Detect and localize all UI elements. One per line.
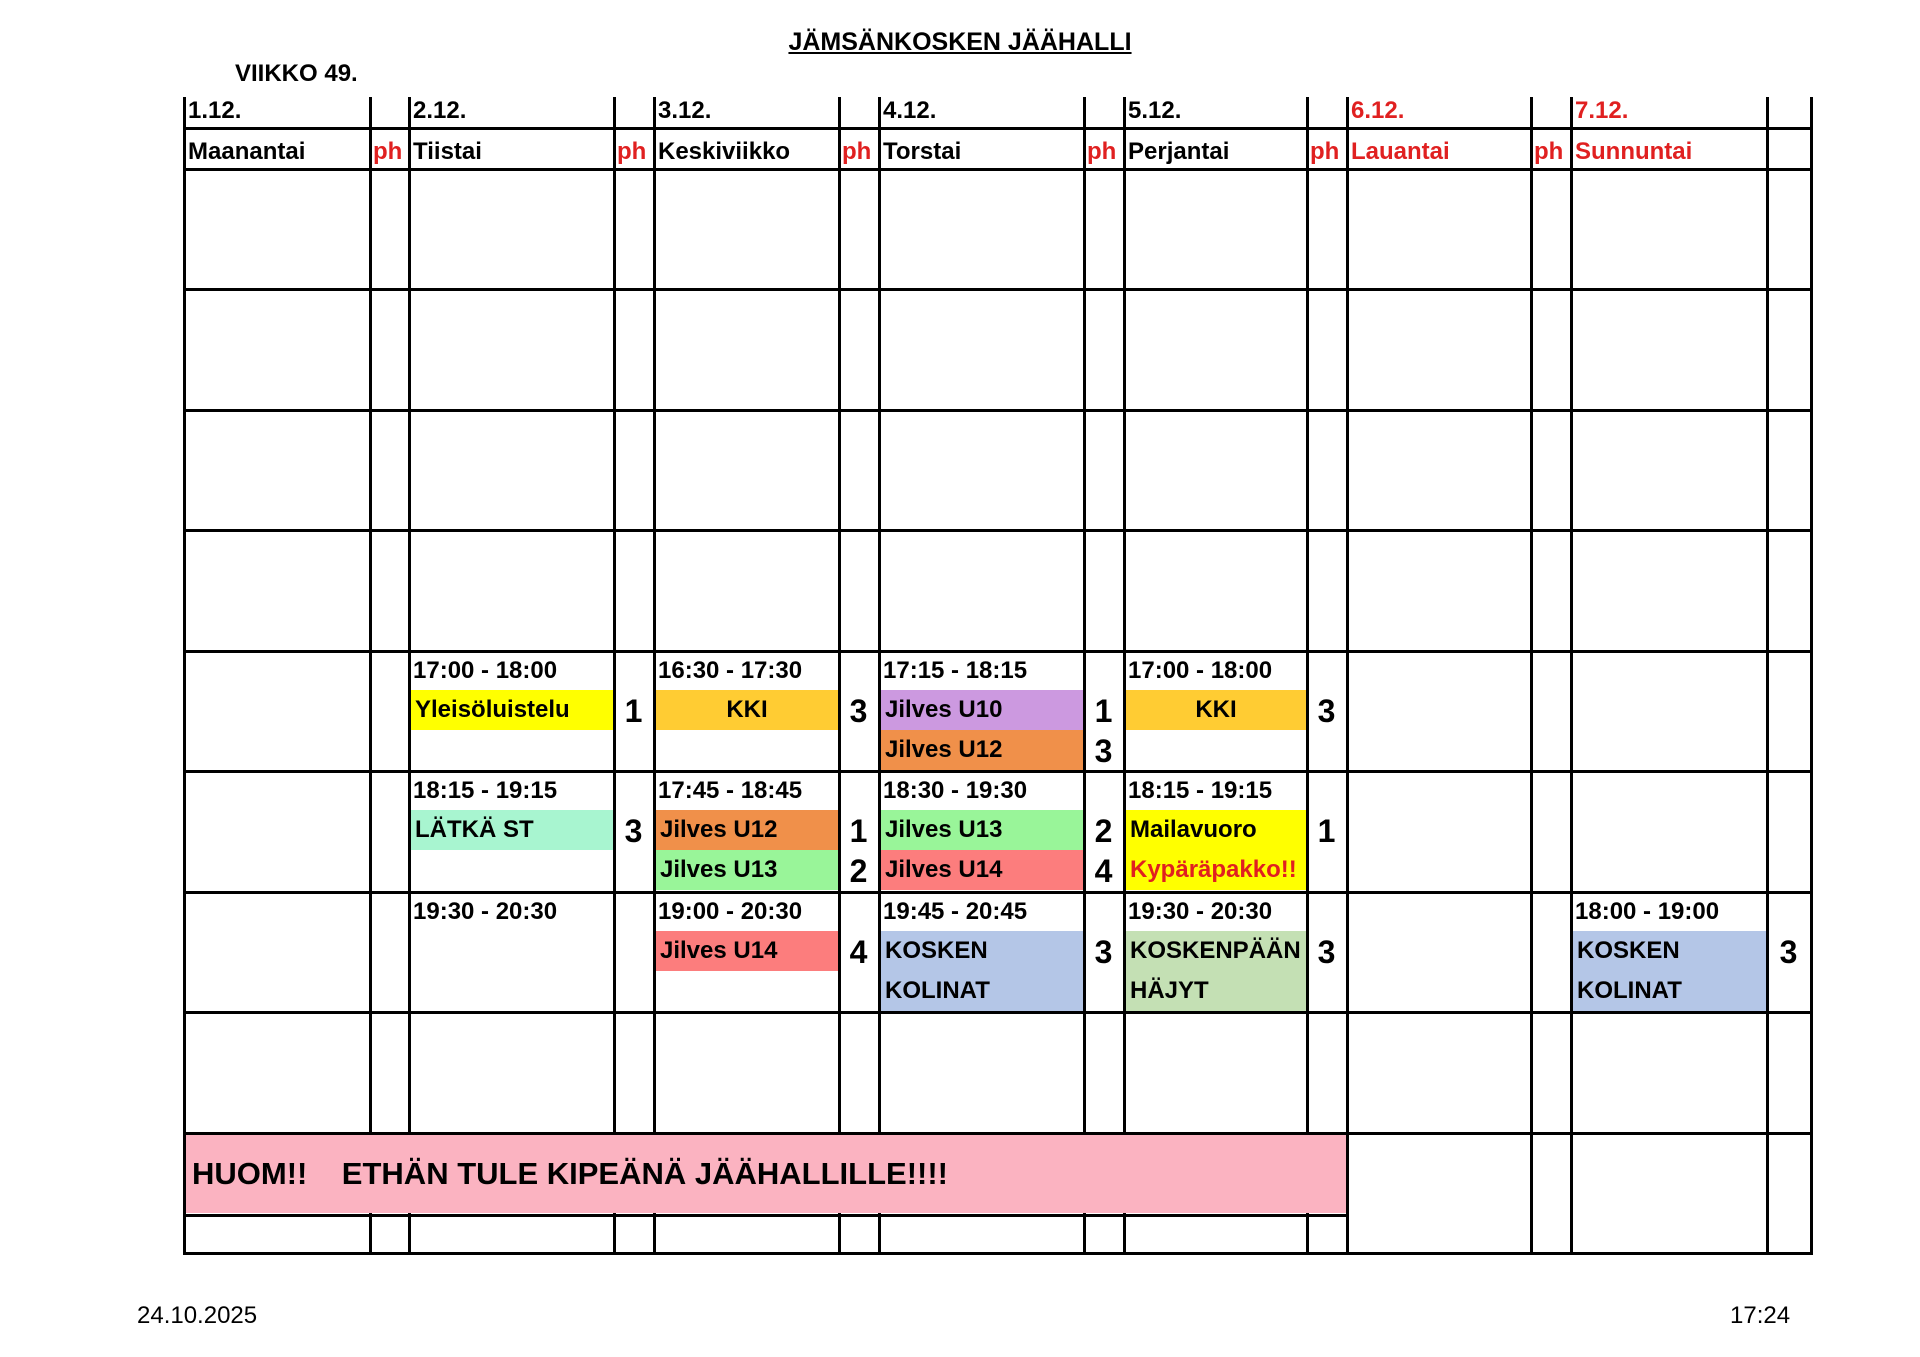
grid-vline <box>369 97 372 1254</box>
page-title: JÄMSÄNKOSKEN JÄÄHALLI <box>788 28 1132 56</box>
event-label-line2: KOLINAT <box>885 977 990 1004</box>
rink-number: 3 <box>849 693 868 729</box>
event-label: Kypäräpakko!! <box>1130 856 1297 883</box>
slot-time: 17:45 - 18:45 <box>658 777 803 804</box>
ph-header-2: ph <box>617 138 647 165</box>
rink-number: 4 <box>849 934 868 970</box>
event-label: KKI <box>726 696 768 723</box>
rink-number: 1 <box>1317 813 1336 849</box>
event-label: Jilves U13 <box>885 816 1003 843</box>
day-date-2: 2.12. <box>413 97 467 124</box>
grid-vline <box>1810 97 1813 1254</box>
grid-vline <box>613 97 616 1254</box>
slot-time: 16:30 - 17:30 <box>658 657 803 684</box>
day-date-3: 3.12. <box>658 97 712 124</box>
event-label: Jilves U10 <box>885 696 1003 723</box>
grid-hline <box>183 650 1813 653</box>
slot-time: 18:15 - 19:15 <box>1128 777 1273 804</box>
rink-number: 3 <box>624 813 643 849</box>
rink-number: 3 <box>1317 934 1336 970</box>
event-block[interactable] <box>1126 850 1306 890</box>
day-date-4: 4.12. <box>883 97 937 124</box>
rink-number: 3 <box>1094 733 1113 769</box>
day-name-2: Tiistai <box>413 138 482 165</box>
slot-time: 18:30 - 19:30 <box>883 777 1028 804</box>
ph-header-6: ph <box>1534 138 1564 165</box>
day-name-1: Maanantai <box>188 138 306 165</box>
slot-time: 19:30 - 20:30 <box>1128 898 1273 925</box>
footer-date: 24.10.2025 <box>137 1302 258 1329</box>
grid-hline <box>183 529 1813 532</box>
slot-time: 19:00 - 20:30 <box>658 898 803 925</box>
event-label: Jilves U12 <box>885 736 1003 763</box>
grid-hline <box>183 1011 1813 1014</box>
day-name-4: Torstai <box>883 138 962 165</box>
rink-number: 4 <box>1094 853 1113 889</box>
grid-vline <box>653 97 656 1254</box>
event-label: LÄTKÄ ST <box>415 816 534 843</box>
event-label: KKI <box>1195 696 1237 723</box>
event-block[interactable] <box>656 850 838 890</box>
event-block[interactable] <box>411 690 613 730</box>
slot-time: 17:00 - 18:00 <box>1128 657 1273 684</box>
grid-vline <box>1306 97 1309 1254</box>
grid-vline <box>1530 97 1533 1254</box>
day-date-1: 1.12. <box>188 97 242 124</box>
grid-hline <box>183 409 1813 412</box>
grid-vline <box>878 97 881 1254</box>
grid-hline <box>183 1252 1813 1255</box>
day-date-7: 7.12. <box>1575 97 1629 124</box>
grid-hline <box>183 288 1813 291</box>
ph-header-1: ph <box>373 138 403 165</box>
event-block[interactable] <box>1126 690 1306 730</box>
slot-time: 19:30 - 20:30 <box>413 898 558 925</box>
event-label: Jilves U14 <box>885 856 1003 883</box>
rink-number: 2 <box>1094 813 1113 849</box>
rink-number: 3 <box>1094 934 1113 970</box>
week-label: VIIKKO 49. <box>235 60 358 87</box>
event-label-line2: KOLINAT <box>1577 977 1682 1004</box>
event-label: KOSKEN <box>1577 937 1680 964</box>
event-block[interactable] <box>881 931 1083 1011</box>
ph-header-3: ph <box>842 138 872 165</box>
rink-number: 1 <box>1094 693 1113 729</box>
day-date-6: 6.12. <box>1351 97 1405 124</box>
slot-time: 17:15 - 18:15 <box>883 657 1028 684</box>
grid-vline <box>183 97 186 1254</box>
ph-header-4: ph <box>1087 138 1117 165</box>
event-label: KOSKENPÄÄN <box>1130 937 1301 964</box>
grid-vline <box>1766 97 1769 1254</box>
event-block[interactable] <box>1573 931 1766 1011</box>
rink-number: 3 <box>1317 693 1336 729</box>
footer-time: 17:24 <box>1730 1302 1791 1329</box>
rink-number: 1 <box>624 693 643 729</box>
event-block[interactable] <box>1126 810 1306 850</box>
event-label-line2: HÄJYT <box>1130 977 1209 1004</box>
slot-time: 19:45 - 20:45 <box>883 898 1028 925</box>
day-name-7: Sunnuntai <box>1575 138 1693 165</box>
slot-time: 18:15 - 19:15 <box>413 777 558 804</box>
grid-vline <box>1570 97 1573 1254</box>
rink-number: 1 <box>849 813 868 849</box>
event-block[interactable] <box>881 850 1083 890</box>
event-label: Jilves U12 <box>660 816 778 843</box>
notice-underline <box>183 1214 1346 1217</box>
event-block[interactable] <box>411 810 613 850</box>
day-date-5: 5.12. <box>1128 97 1182 124</box>
schedule-grid <box>183 97 1813 1254</box>
grid-vline <box>838 97 841 1254</box>
grid-vline <box>1346 97 1349 1254</box>
rink-number: 3 <box>1779 934 1798 970</box>
event-block[interactable] <box>881 810 1083 850</box>
grid-hline <box>183 127 1813 130</box>
grid-vline <box>1083 97 1086 1254</box>
event-block[interactable] <box>881 730 1083 770</box>
event-block[interactable] <box>881 690 1083 730</box>
notice-banner: HUOM!! ETHÄN TULE KIPEÄNÄ JÄÄHALLILLE!!!! <box>186 1135 1346 1213</box>
ph-header-5: ph <box>1310 138 1340 165</box>
event-label: Jilves U14 <box>660 937 778 964</box>
day-name-3: Keskiviikko <box>658 138 791 165</box>
slot-time: 17:00 - 18:00 <box>413 657 558 684</box>
grid-hline <box>183 770 1813 773</box>
event-label: Yleisöluistelu <box>415 696 570 723</box>
grid-hline <box>183 168 1813 171</box>
rink-number: 2 <box>849 853 868 889</box>
grid-vline <box>408 97 411 1254</box>
event-label: Jilves U13 <box>660 856 778 883</box>
grid-vline <box>1123 97 1126 1254</box>
grid-hline <box>183 891 1813 894</box>
slot-time: 18:00 - 19:00 <box>1575 898 1720 925</box>
event-block[interactable] <box>1126 931 1306 1011</box>
event-block[interactable] <box>656 810 838 850</box>
event-block[interactable] <box>656 690 838 730</box>
day-name-6: Lauantai <box>1351 138 1450 165</box>
event-label: KOSKEN <box>885 937 988 964</box>
event-label: Mailavuoro <box>1130 816 1257 843</box>
day-name-5: Perjantai <box>1128 138 1230 165</box>
event-block[interactable] <box>656 931 838 971</box>
